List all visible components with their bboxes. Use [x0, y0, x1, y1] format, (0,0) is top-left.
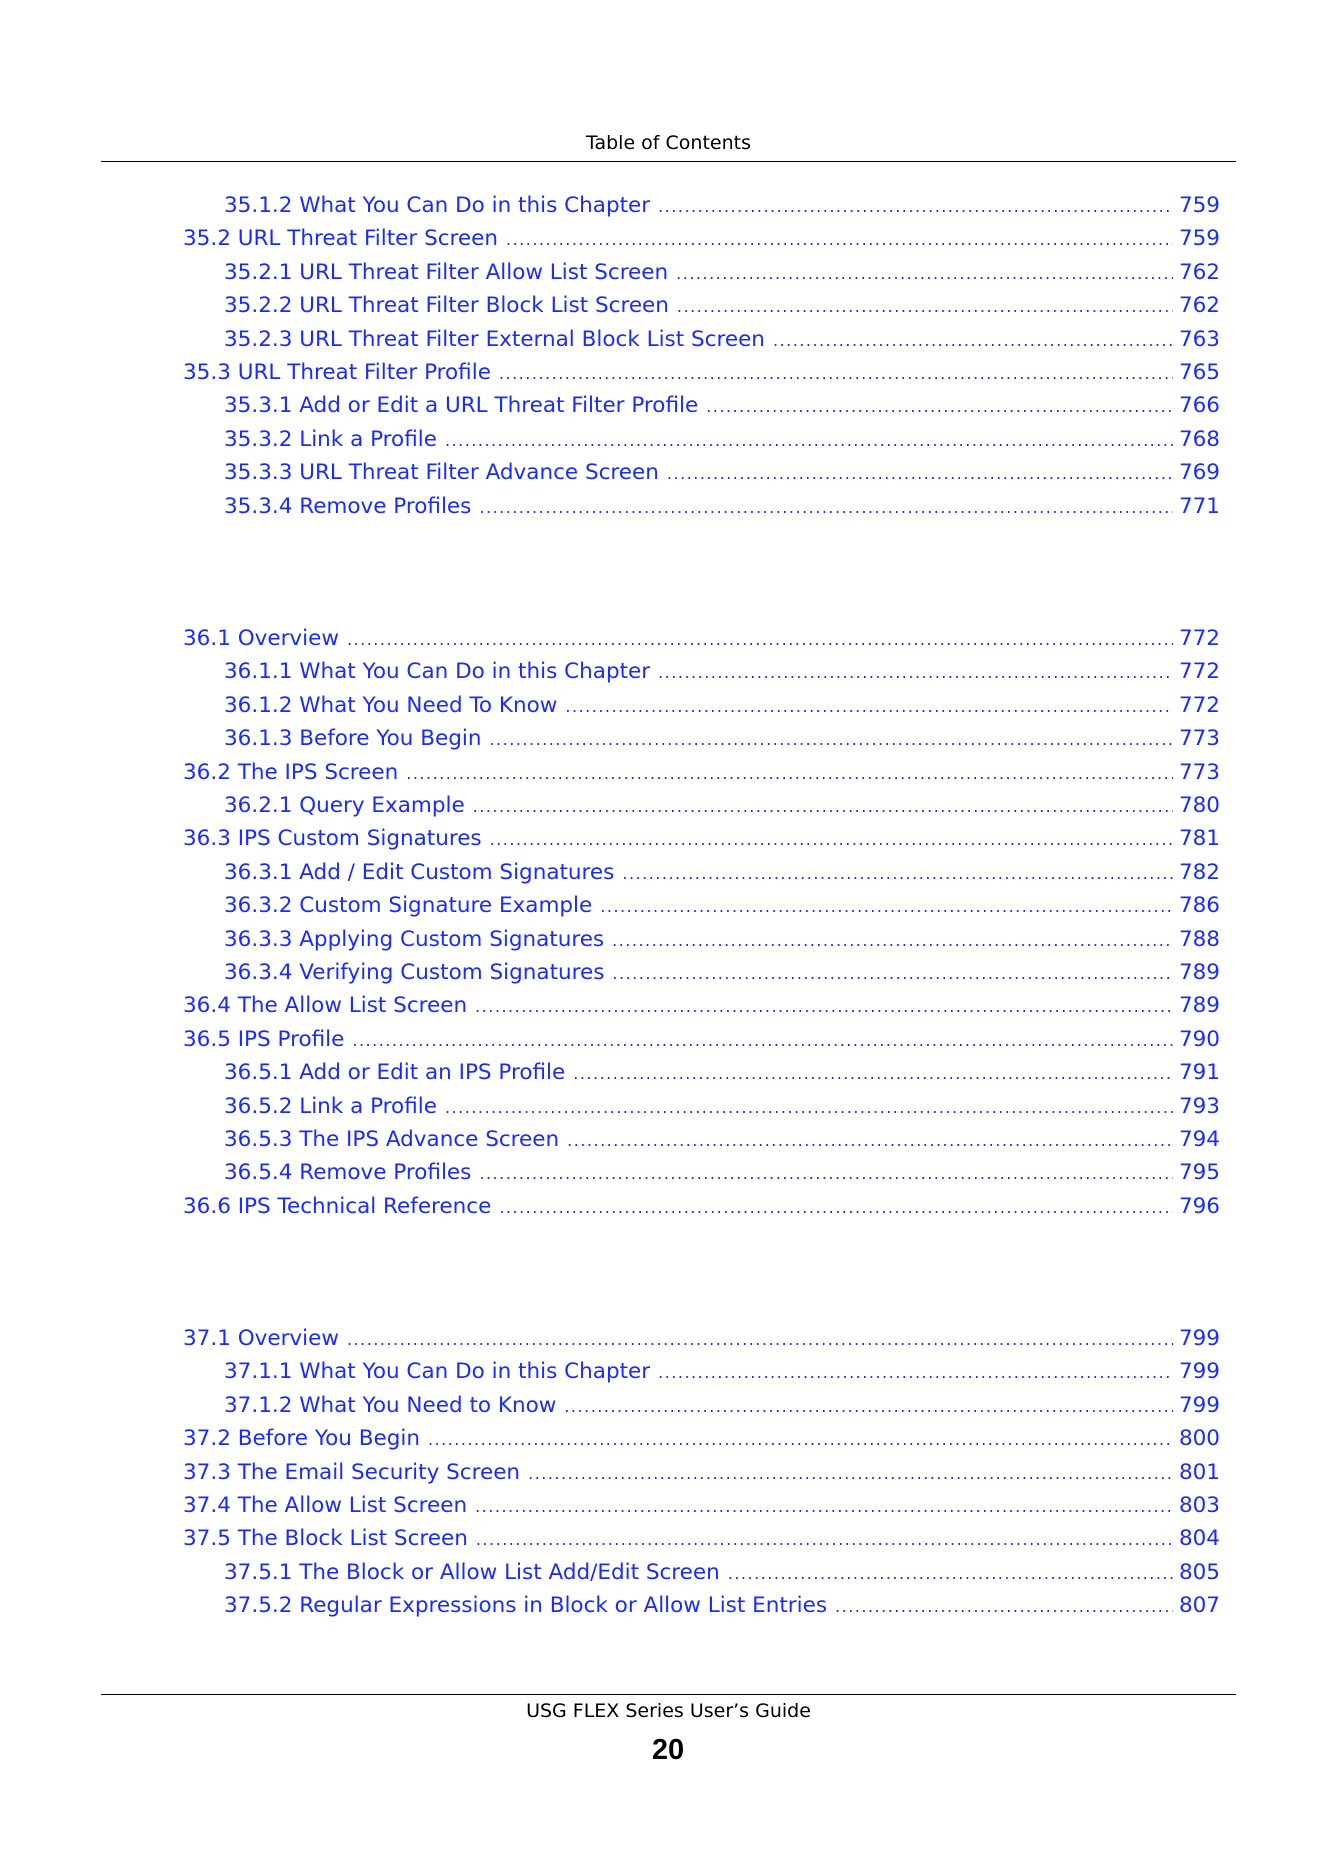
toc-entry[interactable]	[183, 356, 1220, 390]
toc-entry-page: 790	[1178, 1026, 1220, 1052]
toc-entry-page: 793	[1178, 1093, 1220, 1119]
page-header	[101, 130, 1236, 162]
dot-leader	[490, 823, 1173, 857]
toc-entry-title: 35.2 URL Threat Filter Screen	[183, 226, 498, 252]
toc-entry-page: 786	[1178, 893, 1220, 919]
toc-entry-page: 759	[1178, 193, 1220, 218]
toc-entry[interactable]	[224, 722, 1220, 756]
toc-entry-title: 36.3.2 Custom Signature Example	[224, 893, 593, 919]
dot-leader	[573, 1057, 1173, 1091]
toc-entry-title: 36.3 IPS Custom Signatures	[183, 826, 482, 852]
toc-entry-title: 36.2 The IPS Screen	[183, 759, 399, 785]
toc-entry-title: 37.1.2 What You Need to Know	[224, 1392, 557, 1418]
toc-entry-title: 37.1 Overview	[183, 1326, 339, 1351]
toc-entry-page: 766	[1178, 393, 1220, 419]
dot-leader	[658, 190, 1173, 224]
dot-leader	[445, 424, 1173, 458]
dot-leader	[352, 1024, 1173, 1058]
toc-entry[interactable]	[224, 1556, 1220, 1590]
toc-entry-page: 769	[1178, 460, 1220, 486]
toc-entry-page: 800	[1178, 1426, 1220, 1452]
toc-entry[interactable]	[224, 289, 1220, 323]
dot-leader	[564, 1390, 1173, 1424]
toc-entry[interactable]	[224, 389, 1220, 423]
toc-entry[interactable]	[183, 756, 1220, 790]
toc-entry-page: 780	[1178, 793, 1220, 818]
dot-leader	[489, 723, 1172, 757]
toc-entry-page: 781	[1178, 826, 1220, 852]
toc-entry-page: 799	[1178, 1359, 1220, 1385]
toc-entry[interactable]	[224, 655, 1220, 689]
toc-entry-title: 37.5.2 Regular Expressions in Block or Allow List Entries	[224, 1593, 828, 1619]
toc-entry-page: 801	[1178, 1459, 1220, 1485]
toc-entry-page: 759	[1178, 226, 1220, 252]
toc-entry[interactable]	[224, 189, 1220, 223]
toc-entry-page: 771	[1178, 493, 1220, 519]
toc-entry-title: 35.2.1 URL Threat Filter Allow List Screen	[224, 259, 669, 285]
dot-leader	[476, 1523, 1173, 1557]
toc-entry-page: 796	[1178, 1193, 1220, 1219]
toc-entry-page: 762	[1178, 259, 1220, 285]
toc-entry-page: 791	[1178, 1060, 1220, 1086]
toc-entry-title: 37.2 Before You Begin	[183, 1426, 420, 1452]
toc-entry[interactable]	[183, 1322, 1220, 1356]
toc-entry[interactable]	[224, 456, 1220, 490]
dot-leader	[835, 1590, 1173, 1624]
toc-entry[interactable]	[183, 1023, 1220, 1057]
toc-entry-page: 799	[1178, 1326, 1220, 1351]
toc-entry[interactable]	[224, 889, 1220, 923]
toc-entry-title: 35.3.3 URL Threat Filter Advance Screen	[224, 460, 659, 486]
toc-entry-page: 773	[1178, 726, 1220, 752]
toc-entry[interactable]	[183, 222, 1220, 256]
toc-entry-title: 35.3.1 Add or Edit a URL Threat Filter Profile	[224, 393, 699, 419]
toc-entry-title: 36.5.1 Add or Edit an IPS Profile	[224, 1060, 566, 1086]
toc-entry-title: 36.1.2 What You Need To Know	[224, 692, 558, 718]
toc-entry-page: 789	[1178, 960, 1220, 985]
dot-leader	[473, 790, 1173, 824]
toc-entry[interactable]	[224, 956, 1220, 990]
dot-leader	[706, 390, 1173, 424]
toc-entry[interactable]	[183, 1456, 1220, 1490]
toc-entry-title: 37.1.1 What You Can Do in this Chapter	[224, 1359, 651, 1385]
toc-entry-page: 788	[1178, 926, 1220, 952]
page-number: 20	[651, 1734, 685, 1766]
toc-entry[interactable]	[224, 1589, 1220, 1623]
toc-entry-page: 794	[1178, 1127, 1220, 1152]
toc-entry-title: 36.1.3 Before You Begin	[224, 726, 482, 752]
toc-entry-title: 35.3.4 Remove Profiles	[224, 493, 472, 519]
dot-leader	[445, 1091, 1173, 1125]
toc-entry-page: 768	[1178, 426, 1220, 452]
toc-entry-page: 762	[1178, 293, 1220, 319]
toc-entry-title: 36.6 IPS Technical Reference	[183, 1193, 492, 1219]
toc-entry[interactable]	[183, 1190, 1220, 1224]
dot-leader	[499, 357, 1173, 391]
dot-leader	[499, 1191, 1173, 1225]
toc-entry-page: 799	[1178, 1392, 1220, 1418]
dot-leader	[658, 656, 1173, 690]
toc-entry-page: 772	[1178, 626, 1220, 651]
toc-entry-title: 36.5.2 Link a Profile	[224, 1093, 437, 1119]
dot-leader	[622, 857, 1173, 891]
toc-entry[interactable]	[183, 1522, 1220, 1556]
toc-entry[interactable]	[183, 1422, 1220, 1456]
toc-entry[interactable]	[183, 989, 1220, 1023]
toc-entry-title: 36.3.3 Applying Custom Signatures	[224, 926, 605, 952]
toc-entry-page: 807	[1178, 1593, 1220, 1619]
toc-entry[interactable]	[224, 923, 1220, 957]
toc-entry-title: 36.1.1 What You Can Do in this Chapter	[224, 659, 651, 685]
toc-entry[interactable]	[224, 1056, 1220, 1090]
dot-leader	[567, 1124, 1173, 1158]
toc-entry[interactable]	[183, 822, 1220, 856]
dot-leader	[676, 257, 1173, 291]
toc-entry-title: 36.5.3 The IPS Advance Screen	[224, 1127, 560, 1152]
dot-leader	[506, 223, 1173, 257]
dot-leader	[428, 1423, 1173, 1457]
toc-entry[interactable]	[224, 1090, 1220, 1124]
dot-leader	[612, 924, 1173, 958]
toc-entry[interactable]	[224, 256, 1220, 290]
toc-entry-page: 804	[1178, 1526, 1220, 1552]
header-title: Table of Contents	[586, 132, 751, 154]
toc-entry-title: 35.1.2 What You Can Do in this Chapter	[224, 193, 651, 218]
dot-leader	[475, 990, 1173, 1024]
toc-entry-page: 763	[1178, 326, 1220, 352]
dot-leader	[600, 890, 1173, 924]
toc-entry-title: 37.5.1 The Block or Allow List Add/Edit Screen	[224, 1559, 720, 1585]
toc-entry-title: 36.3.4 Verifying Custom Signatures	[224, 960, 605, 985]
toc-entry-title: 36.3.1 Add / Edit Custom Signatures	[224, 859, 615, 885]
dot-leader	[677, 290, 1173, 324]
toc-entry[interactable]	[224, 1355, 1220, 1389]
toc-entry[interactable]	[224, 423, 1220, 457]
toc-entry-title: 35.2.2 URL Threat Filter Block List Screen	[224, 293, 669, 319]
dot-leader	[667, 457, 1173, 491]
toc-entry-title: 37.4 The Allow List Screen	[183, 1493, 468, 1518]
page-footer	[101, 1694, 1236, 1724]
toc-entry-page: 773	[1178, 759, 1220, 785]
toc-entry[interactable]	[224, 789, 1220, 823]
dot-leader	[612, 957, 1173, 991]
toc-entry-title: 36.2.1 Query Example	[224, 793, 465, 818]
toc-entry-page: 789	[1178, 993, 1220, 1019]
dot-leader	[347, 1323, 1173, 1357]
dot-leader	[406, 757, 1173, 791]
toc-entry-page: 805	[1178, 1559, 1220, 1585]
toc-entry-page: 765	[1178, 360, 1220, 385]
toc-entry-title: 35.3 URL Threat Filter Profile	[183, 360, 491, 385]
dot-leader	[565, 690, 1173, 724]
toc-entry-page: 782	[1178, 859, 1220, 885]
toc-entry[interactable]	[224, 323, 1220, 357]
dot-leader	[347, 623, 1173, 657]
toc-entry-title: 35.2.3 URL Threat Filter External Block List Screen	[224, 326, 765, 352]
guide-title: USG FLEX Series User’s Guide	[526, 1700, 811, 1722]
toc-entry-page: 772	[1178, 659, 1220, 685]
toc-entry[interactable]	[224, 490, 1220, 524]
toc-entry[interactable]	[183, 622, 1220, 656]
toc-entry-title: 36.5.4 Remove Profiles	[224, 1160, 472, 1186]
toc-entry-title: 36.4 The Allow List Screen	[183, 993, 468, 1019]
toc-entry[interactable]	[224, 856, 1220, 890]
toc-entry[interactable]	[224, 1123, 1220, 1157]
dot-leader	[528, 1457, 1173, 1491]
toc-entry-page: 772	[1178, 692, 1220, 718]
toc-entry-title: 36.1 Overview	[183, 626, 339, 651]
toc-entry-title: 36.5 IPS Profile	[183, 1026, 345, 1052]
toc-entry-page: 795	[1178, 1160, 1220, 1186]
toc-entry[interactable]	[224, 1389, 1220, 1423]
toc-entry[interactable]	[183, 1489, 1220, 1523]
dot-leader	[479, 491, 1173, 525]
dot-leader	[728, 1557, 1173, 1591]
toc-entry[interactable]	[224, 1156, 1220, 1190]
toc-entry-title: 35.3.2 Link a Profile	[224, 426, 437, 452]
toc-entry-page: 803	[1178, 1493, 1220, 1518]
toc-entry-title: 37.3 The Email Security Screen	[183, 1459, 521, 1485]
toc-entry-title: 37.5 The Block List Screen	[183, 1526, 468, 1552]
dot-leader	[658, 1356, 1173, 1390]
toc-entry[interactable]	[224, 689, 1220, 723]
dot-leader	[475, 1490, 1173, 1524]
dot-leader	[773, 324, 1173, 358]
dot-leader	[479, 1157, 1173, 1191]
